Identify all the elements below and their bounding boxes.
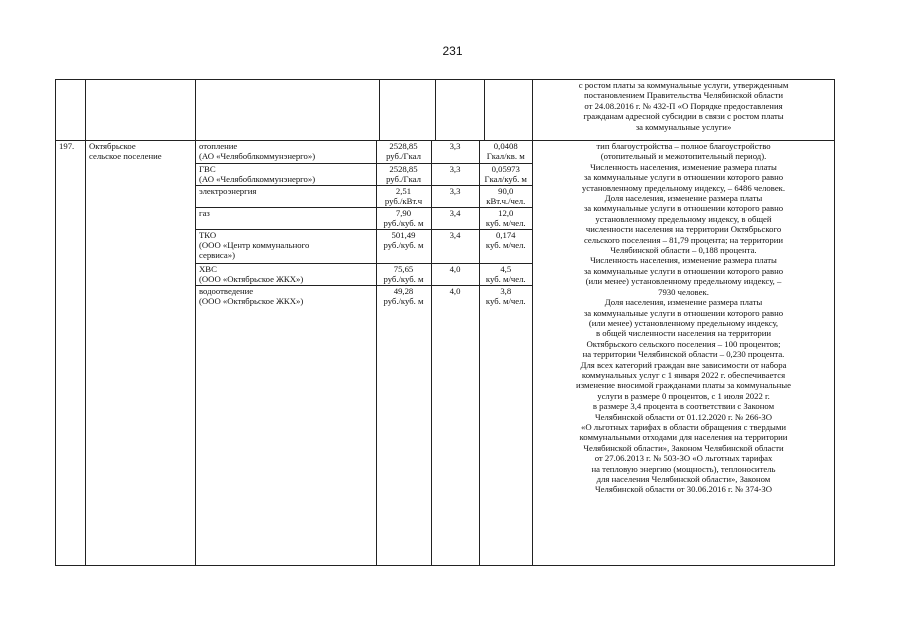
service-name: ХВС (ООО «Октябрьское ЖКХ») [196, 263, 376, 285]
service-volume: 12,0 куб. м/чел. [479, 207, 532, 229]
cell-municipality-empty [86, 80, 196, 141]
service-row-electricity [196, 185, 532, 207]
service-volume: 3,8 куб. м/чел. [479, 285, 532, 565]
page-number: 231 [442, 44, 463, 58]
service-volume: 90,0 кВт.ч./чел. [479, 185, 532, 207]
service-growth: 3,4 [431, 229, 479, 263]
service-row-heating [196, 141, 532, 163]
municipality-name: Октябрьское сельское поселение [89, 141, 162, 162]
service-name: водоотведение (ООО «Октябрьское ЖКХ») [196, 285, 376, 565]
service-growth: 4,0 [431, 285, 479, 565]
service-tariff: 2528,85 руб./Гкал [376, 163, 431, 185]
service-tariff: 2,51 руб./кВт.ч [376, 185, 431, 207]
service-volume: 0,0408 Гкал/кв. м [486, 141, 525, 162]
cell-municipality [86, 141, 196, 566]
service-name: ТКО (ООО «Центр коммунального сервиса») [196, 229, 376, 263]
row-number: 197. [59, 141, 75, 151]
service-growth: 4,0 [431, 263, 479, 285]
cell-row-number [56, 141, 86, 566]
service-row-sewerage [196, 285, 532, 565]
service-name: ГВС (АО «Челябоблкоммунэнерго») [196, 163, 376, 185]
service-growth: 3,3 [431, 163, 479, 185]
service-tariff: 2528,85 руб./Гкал [376, 141, 431, 163]
tariff-table [55, 79, 835, 566]
service-growth: 3,3 [431, 141, 479, 163]
service-volume: 0,05973 Гкал/куб. м [479, 163, 532, 185]
table-row-continuation [56, 80, 835, 141]
description-continuation-text: с ростом платы за коммунальные услуги, утвержденным постановлением Правительства Челябинской области от 24.08.2016 г. № 432-П «О Порядке предоставления гражданам адресной субсидии в связи с ростом платы за коммунальные услуги» [578, 80, 789, 132]
service-tariff: 75,65 руб./куб. м [376, 263, 431, 285]
table-row-197 [56, 141, 835, 566]
service-name: отопление (АО «Челябоблкоммунэнерго») [199, 141, 316, 162]
cell-services [196, 141, 533, 566]
service-name: электроэнергия [196, 185, 376, 207]
service-row-gas [196, 207, 532, 229]
service-tariff: 501,49 руб./куб. м [376, 229, 431, 263]
service-row-hot-water [196, 163, 532, 185]
services-subtable [196, 141, 532, 565]
cell-services-empty [196, 80, 533, 141]
service-tariff: 49,28 руб./куб. м [376, 285, 431, 565]
service-growth: 3,4 [431, 207, 479, 229]
service-volume: 0,174 куб. м/чел. [479, 229, 532, 263]
cell-description-continuation [533, 80, 835, 141]
cell-description [533, 141, 835, 566]
service-growth: 3,3 [431, 185, 479, 207]
service-name: газ [196, 207, 376, 229]
service-volume: 4,5 куб. м/чел. [479, 263, 532, 285]
cell-number-empty [56, 80, 86, 141]
description-text: тип благоустройства – полное благоустройство (отопительный и межотопительный период). Численность населения, изменение размера платы за коммунальные услуги в отношении которого равно установленному предельному индексу, – 6486 человек. Доля населения, изменение размера платы за коммунальные услуги в отношении которого равно установленному предельному индексу, в общей численности населения на территории Октябрьского сельского поселения – 81,79 процента; на территории Челябинской области – 0,188 процента. Численность населения, изменение размера платы за коммунальные услуги в отношении которого равно (или менее) установленному предельному индексу, – 7930 человек. Доля населения, изменение размера платы за коммунальные услуги в отношении которого равно (или менее) установленному предельному индексу, в общей численности населения на территории Октябрьского сельского поселения – 100 процентов; на территории Челябинской области – 0,230 процента. Для всех категорий граждан вне зависимости от набора коммунальных услуг с 1 января 2022 г. обеспечивается изменение вносимой гражданами платы за коммунальные услуги в размере 0 процентов, с 1 июля 2022 г. в размере 3,4 процента в соответствии с Законом Челябинской области от 01.12.2020 г. № 266-ЗО «О льготных тарифах в области обращения с твердыми коммунальными отходами для населения на территории Челябинской области», Законом Челябинской области от 27.06.2013 г. № 503-ЗО «О льготных тарифах на тепловую энергию (мощность), теплоноситель для населения Челябинской области», Законом Челябинской области от 30.06.2016 г. № 374-ЗО [576, 141, 791, 495]
service-row-cold-water [196, 263, 532, 285]
service-row-waste [196, 229, 532, 263]
service-tariff: 7,90 руб./куб. м [376, 207, 431, 229]
